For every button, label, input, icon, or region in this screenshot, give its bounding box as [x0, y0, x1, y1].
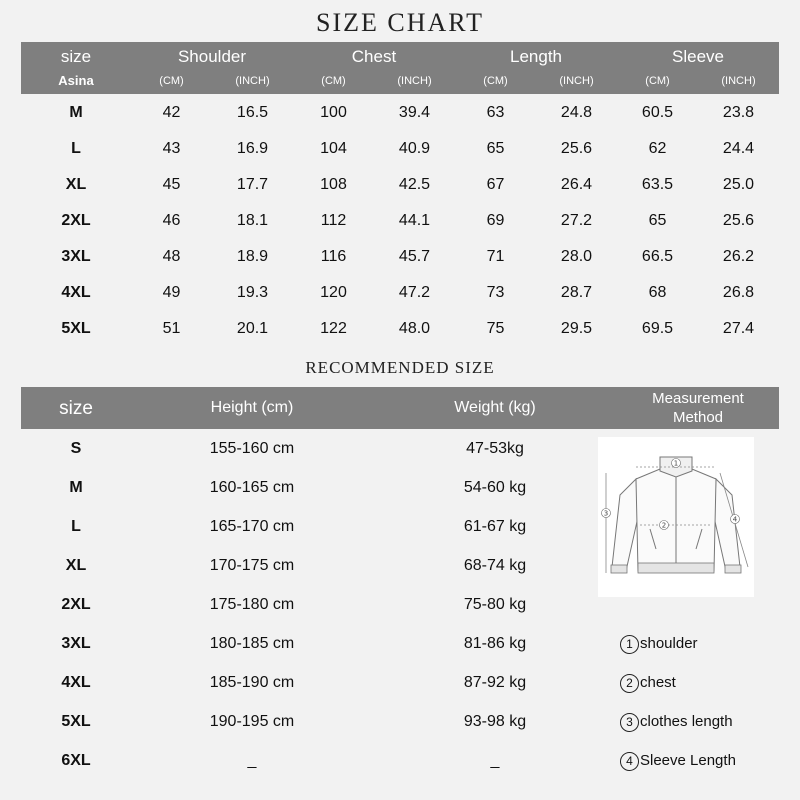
- table-row: [21, 203, 779, 239]
- size-label: 3XL: [61, 635, 91, 652]
- height-cell: 160-165 cm: [209, 479, 295, 496]
- table-cell: 60.5: [641, 104, 674, 121]
- header-size: size: [60, 47, 92, 66]
- header-length: Length: [510, 47, 562, 66]
- rec-header-size: size: [59, 398, 93, 419]
- size-label: 5XL: [61, 713, 91, 730]
- table-cell: 42.5: [398, 176, 431, 193]
- height-cell: 155-160 cm: [209, 440, 295, 457]
- size-label: 4XL: [61, 284, 91, 301]
- table-row: [21, 741, 581, 780]
- legend-sleeve-length: [620, 750, 736, 772]
- height-cell: 165-170 cm: [209, 518, 295, 535]
- table-cell: 100: [320, 104, 347, 121]
- unit-sleeve-inch: (INCH): [721, 75, 756, 87]
- unit-shoulder-inch: (INCH): [235, 75, 270, 87]
- table-cell: 27.4: [722, 320, 755, 337]
- table-cell: 65: [648, 212, 667, 229]
- table-cell: 112: [320, 212, 347, 229]
- jacket-measurement-icon: [598, 437, 754, 597]
- weight-cell: 93-98 kg: [463, 713, 527, 730]
- legend-label: Sleeve Length: [640, 752, 736, 769]
- table-cell: 17.7: [236, 176, 269, 193]
- unit-shoulder-cm: (CM): [159, 75, 184, 87]
- table-cell: 104: [320, 140, 347, 157]
- table-cell: 48.0: [398, 320, 431, 337]
- table-cell: 40.9: [398, 140, 431, 157]
- diagram-mark-length: 3: [603, 509, 609, 518]
- size-label: 5XL: [61, 320, 91, 337]
- table-cell: 19.3: [236, 284, 269, 301]
- table-cell: 75: [486, 320, 505, 337]
- size-label: XL: [65, 176, 87, 193]
- diagram-mark-shoulder: 1: [673, 459, 679, 468]
- table-row: [21, 131, 779, 167]
- table-row: [21, 507, 581, 546]
- table-cell: 23.8: [722, 104, 755, 121]
- size-label: M: [69, 104, 83, 121]
- legend-shoulder: [620, 633, 698, 655]
- header-asina: Asina: [58, 73, 94, 88]
- table-cell: 42: [162, 104, 181, 121]
- weight-cell: 61-67 kg: [463, 518, 527, 535]
- weight-cell: 75-80 kg: [463, 596, 527, 613]
- header-shoulder: Shoulder: [177, 47, 247, 66]
- size-label: 2XL: [61, 212, 91, 229]
- table-cell: 62: [648, 140, 667, 157]
- weight-cell: 54-60 kg: [463, 479, 527, 496]
- recommended-header: [21, 387, 779, 429]
- height-cell: 190-195 cm: [209, 713, 295, 730]
- unit-sleeve-cm: (CM): [645, 75, 670, 87]
- weight-cell: 47-53kg: [466, 440, 524, 457]
- table-cell: 67: [486, 176, 505, 193]
- table-cell: 71: [486, 248, 505, 265]
- table-row: [21, 585, 581, 624]
- size-chart-title: SIZE CHART: [316, 8, 484, 37]
- size-label: XL: [65, 557, 87, 574]
- height-cell: _: [247, 752, 257, 769]
- table-cell: 16.5: [236, 104, 269, 121]
- weight-cell: 87-92 kg: [463, 674, 527, 691]
- table-cell: 25.0: [722, 176, 755, 193]
- legend-number-icon: 3: [620, 713, 639, 732]
- size-label: 6XL: [61, 752, 91, 769]
- table-cell: 48: [162, 248, 181, 265]
- size-label: 3XL: [61, 248, 91, 265]
- weight-cell: _: [490, 752, 500, 769]
- table-cell: 116: [320, 248, 347, 265]
- rec-header-method-line2: Method: [672, 409, 724, 426]
- table-cell: 25.6: [560, 140, 593, 157]
- table-cell: 16.9: [236, 140, 269, 157]
- diagram-mark-chest: 2: [661, 521, 667, 530]
- legend-clothes-length: [620, 711, 733, 733]
- unit-chest-cm: (CM): [321, 75, 346, 87]
- table-cell: 51: [162, 320, 181, 337]
- unit-length-cm: (CM): [483, 75, 508, 87]
- recommended-size-title: RECOMMENDED SIZE: [305, 358, 495, 377]
- table-cell: 63.5: [641, 176, 674, 193]
- table-cell: 27.2: [560, 212, 593, 229]
- table-cell: 63: [486, 104, 505, 121]
- table-cell: 43: [162, 140, 181, 157]
- table-cell: 20.1: [236, 320, 269, 337]
- table-cell: 66.5: [641, 248, 674, 265]
- size-label: L: [71, 140, 81, 157]
- size-label: M: [69, 479, 83, 496]
- height-cell: 180-185 cm: [209, 635, 295, 652]
- unit-chest-inch: (INCH): [397, 75, 432, 87]
- table-row: [21, 702, 581, 741]
- table-row: [21, 663, 581, 702]
- table-cell: 25.6: [722, 212, 755, 229]
- table-cell: 65: [486, 140, 505, 157]
- table-cell: 24.4: [722, 140, 755, 157]
- table-cell: 18.9: [236, 248, 269, 265]
- table-cell: 28.0: [560, 248, 593, 265]
- size-label: 2XL: [61, 596, 91, 613]
- table-row: [21, 429, 581, 468]
- table-row: [21, 239, 779, 275]
- table-cell: 47.2: [398, 284, 431, 301]
- rec-header-weight: Weight (kg): [454, 399, 536, 416]
- weight-cell: 68-74 kg: [463, 557, 527, 574]
- table-cell: 26.4: [560, 176, 593, 193]
- table-cell: 28.7: [560, 284, 593, 301]
- legend-number-icon: 1: [620, 635, 639, 654]
- height-cell: 170-175 cm: [209, 557, 295, 574]
- table-row: [21, 468, 581, 507]
- unit-length-inch: (INCH): [559, 75, 594, 87]
- table-row: [21, 311, 779, 347]
- table-row: [21, 624, 581, 663]
- table-row: [21, 275, 779, 311]
- height-cell: 175-180 cm: [209, 596, 295, 613]
- table-cell: 68: [648, 284, 667, 301]
- table-row: [21, 167, 779, 203]
- header-sleeve: Sleeve: [672, 47, 724, 66]
- legend-number-icon: 4: [620, 752, 639, 771]
- weight-cell: 81-86 kg: [463, 635, 527, 652]
- size-chart-header: [21, 42, 779, 94]
- legend-chest: [620, 672, 676, 694]
- rec-header-method-line1: Measurement: [652, 390, 744, 407]
- table-cell: 69: [486, 212, 505, 229]
- table-cell: 24.8: [560, 104, 593, 121]
- table-cell: 29.5: [560, 320, 593, 337]
- table-cell: 73: [486, 284, 505, 301]
- size-label: L: [71, 518, 81, 535]
- legend-label: shoulder: [640, 635, 698, 652]
- table-row: [21, 95, 779, 131]
- size-label: S: [70, 440, 82, 457]
- legend-label: clothes length: [640, 713, 733, 730]
- diagram-mark-sleeve: 4: [732, 515, 738, 524]
- table-cell: 69.5: [641, 320, 674, 337]
- header-chest: Chest: [351, 47, 397, 66]
- table-cell: 26.2: [722, 248, 755, 265]
- table-cell: 45: [162, 176, 181, 193]
- table-cell: 45.7: [398, 248, 431, 265]
- table-cell: 108: [320, 176, 347, 193]
- table-cell: 122: [320, 320, 347, 337]
- table-cell: 49: [162, 284, 181, 301]
- legend-label: chest: [640, 674, 676, 691]
- table-cell: 26.8: [722, 284, 755, 301]
- rec-header-height: Height (cm): [210, 399, 294, 416]
- table-cell: 120: [320, 284, 347, 301]
- table-cell: 39.4: [398, 104, 431, 121]
- table-cell: 44.1: [398, 212, 431, 229]
- height-cell: 185-190 cm: [209, 674, 295, 691]
- legend-number-icon: 2: [620, 674, 639, 693]
- table-row: [21, 546, 581, 585]
- size-label: 4XL: [61, 674, 91, 691]
- table-cell: 18.1: [236, 212, 269, 229]
- table-cell: 46: [162, 212, 181, 229]
